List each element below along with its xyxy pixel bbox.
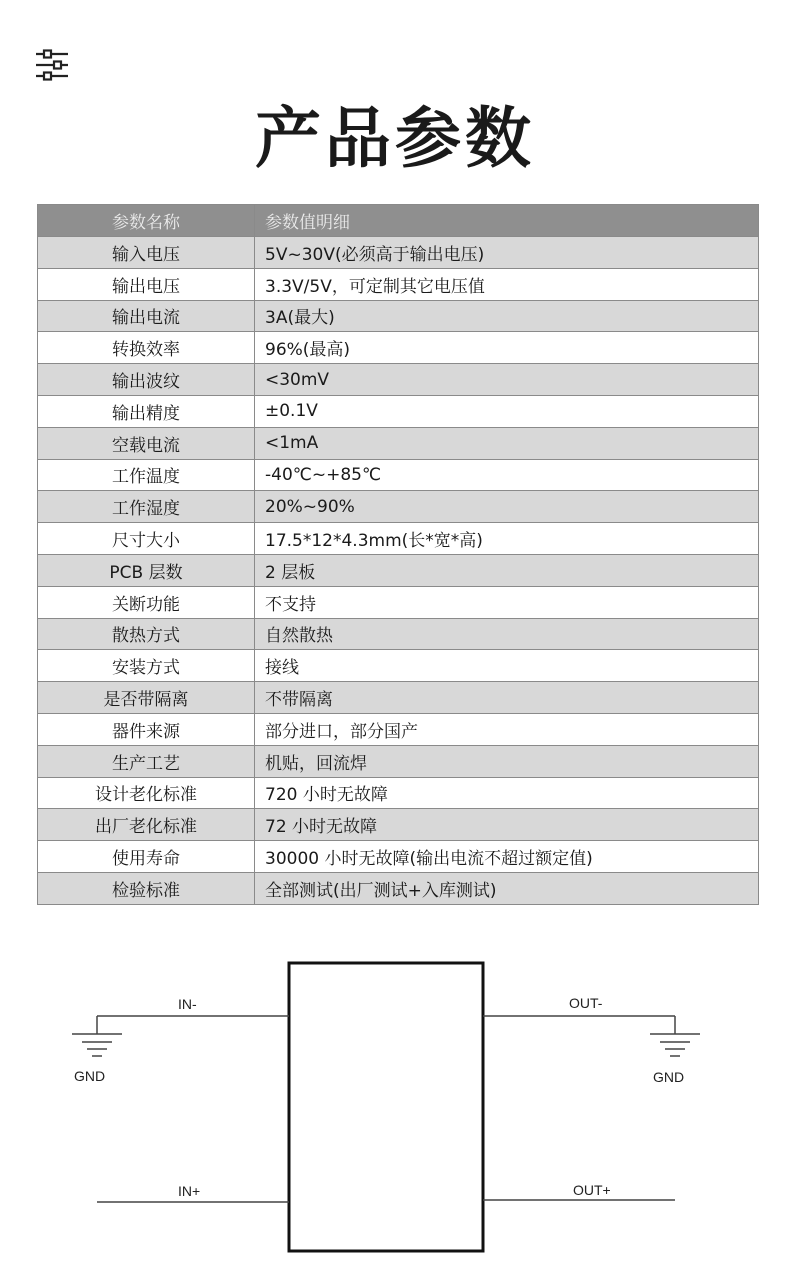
param-name: 输出精度 [38,395,255,427]
table-row [38,777,759,809]
table-row [38,395,759,427]
param-name: 检验标准 [38,872,255,904]
table-row [38,841,759,873]
ground-symbol-left [72,1034,122,1056]
param-value: 5V~30V(必须高于输出电压) [255,237,759,269]
param-value: 3A(最大) [255,300,759,332]
param-name: 工作温度 [38,459,255,491]
table-row [38,682,759,714]
param-value: 自然散热 [255,618,759,650]
column-header-name: 参数名称 [38,205,255,237]
table-row [38,300,759,332]
param-name: 是否带隔离 [38,682,255,714]
param-value: 接线 [255,650,759,682]
ground-symbol-right [650,1034,700,1056]
out-minus-label: OUT- [569,995,603,1011]
param-name: 出厂老化标准 [38,809,255,841]
param-name: 空载电流 [38,427,255,459]
module-box [289,963,483,1251]
table-row [38,523,759,555]
param-value: 30000 小时无故障(输出电流不超过额定值) [255,841,759,873]
wiring-diagram [0,950,790,1270]
param-value: 3.3V/5V，可定制其它电压值 [255,268,759,300]
param-value: 不支持 [255,586,759,618]
param-name: 输入电压 [38,237,255,269]
param-name: 输出电流 [38,300,255,332]
param-name: 使用寿命 [38,841,255,873]
param-name: PCB 层数 [38,554,255,586]
param-value: 20%~90% [255,491,759,523]
param-value: 部分进口，部分国产 [255,713,759,745]
param-name: 器件来源 [38,713,255,745]
param-value: 机贴，回流焊 [255,745,759,777]
param-value: 720 小时无故障 [255,777,759,809]
table-row [38,618,759,650]
param-name: 关断功能 [38,586,255,618]
column-header-value: 参数值明细 [255,205,759,237]
param-value: 72 小时无故障 [255,809,759,841]
param-name: 输出电压 [38,268,255,300]
param-value: 不带隔离 [255,682,759,714]
sliders-icon[interactable] [34,48,70,82]
table-row [38,491,759,523]
out-plus-label: OUT+ [573,1182,611,1198]
param-value: <1mA [255,427,759,459]
table-row [38,332,759,364]
param-name: 输出波纹 [38,364,255,396]
table-header-row [38,205,759,237]
table-row [38,237,759,269]
table-row [38,650,759,682]
table-row [38,713,759,745]
gnd-left-label: GND [74,1068,106,1084]
param-name: 工作湿度 [38,491,255,523]
table-row [38,586,759,618]
in-plus-label: IN+ [178,1183,201,1199]
param-value: <30mV [255,364,759,396]
table-row [38,872,759,904]
in-minus-label: IN- [178,996,197,1012]
page-title: 产品参数 [255,100,535,177]
param-name: 尺寸大小 [38,523,255,555]
table-row [38,427,759,459]
param-name: 设计老化标准 [38,777,255,809]
spec-table [37,204,759,905]
table-row [38,459,759,491]
param-name: 生产工艺 [38,745,255,777]
param-name: 散热方式 [38,618,255,650]
table-row [38,809,759,841]
table-row [38,268,759,300]
param-name: 安装方式 [38,650,255,682]
param-value: 96%(最高) [255,332,759,364]
param-value: 2 层板 [255,554,759,586]
param-value: 全部测试(出厂测试+入库测试) [255,872,759,904]
table-row [38,554,759,586]
table-row [38,745,759,777]
table-row [38,364,759,396]
gnd-right-label: GND [653,1069,685,1085]
param-value: 17.5*12*4.3mm(长*宽*高) [255,523,759,555]
param-value: -40℃~+85℃ [255,459,759,491]
param-name: 转换效率 [38,332,255,364]
param-value: ±0.1V [255,395,759,427]
